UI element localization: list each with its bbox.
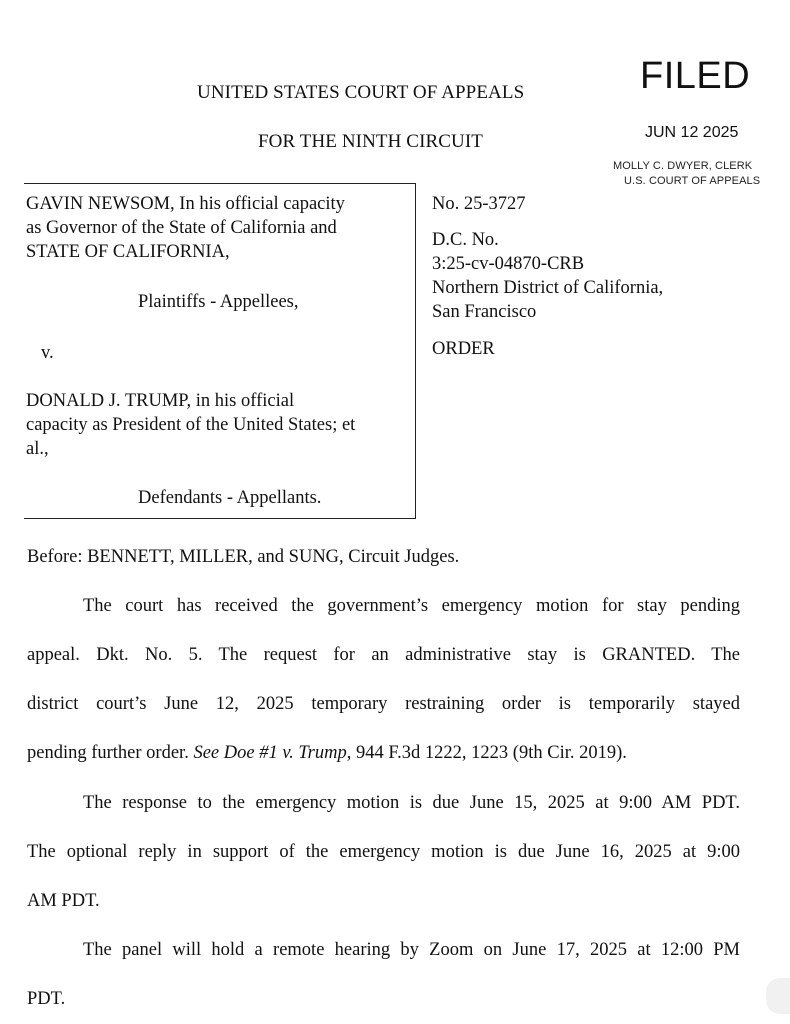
dc-label: D.C. No. (432, 230, 499, 250)
text-line: appeal. Dkt. No. 5. The request for an administrative stay is GRANTED. The (27, 645, 740, 665)
page-corner-overlay (766, 978, 790, 1014)
dc-number: 3:25-cv-04870-CRB (432, 254, 585, 274)
citation-line: pending further order. See Doe #1 v. Trump, 944 F.3d 1222, 1223 (9th Cir. 2019). (27, 743, 627, 763)
defendant-line: al., (26, 439, 49, 459)
plaintiffs-role: Plaintiffs - Appellees, (138, 292, 299, 312)
document-type: ORDER (432, 339, 495, 359)
case-number: No. 25-3727 (432, 194, 526, 214)
plaintiff-line: as Governor of the State of California and (26, 218, 337, 238)
text-line: The court has received the government’s emergency motion for stay pending (83, 596, 740, 616)
defendant-line: capacity as President of the United States; et (26, 415, 356, 435)
text-line: The optional reply in support of the emergency motion is due June 16, 2025 at 9:00 (27, 842, 740, 862)
versus: v. (41, 343, 54, 363)
case-citation: See Doe #1 v. Trump (193, 743, 347, 763)
text-line: district court’s June 12, 2025 temporary restraining order is temporarily stayed (27, 694, 740, 714)
district-city: San Francisco (432, 302, 537, 322)
text-line: AM PDT. (27, 891, 100, 911)
plaintiff-line: STATE OF CALIFORNIA, (26, 242, 230, 262)
court-name: UNITED STATES COURT OF APPEALS (197, 82, 525, 103)
clerk-office: U.S. COURT OF APPEALS (624, 175, 761, 187)
defendant-line: DONALD J. TRUMP, in his official (26, 391, 295, 411)
district-line: Northern District of California, (432, 278, 664, 298)
circuit-name: FOR THE NINTH CIRCUIT (258, 131, 483, 152)
panel-before-line: Before: BENNETT, MILLER, and SUNG, Circuit Judges. (27, 547, 460, 567)
clerk-name: MOLLY C. DWYER, CLERK (613, 160, 753, 172)
text-line: PDT. (27, 989, 66, 1009)
text-line: The panel will hold a remote hearing by Zoom on June 17, 2025 at 12:00 PM (83, 940, 740, 960)
plaintiff-line: GAVIN NEWSOM, In his official capacity (26, 194, 345, 214)
filed-date: JUN 12 2025 (645, 124, 739, 141)
filed-label: FILED (640, 55, 751, 97)
defendants-role: Defendants - Appellants. (138, 488, 322, 508)
text-line: The response to the emergency motion is due June 15, 2025 at 9:00 AM PDT. (83, 793, 740, 813)
